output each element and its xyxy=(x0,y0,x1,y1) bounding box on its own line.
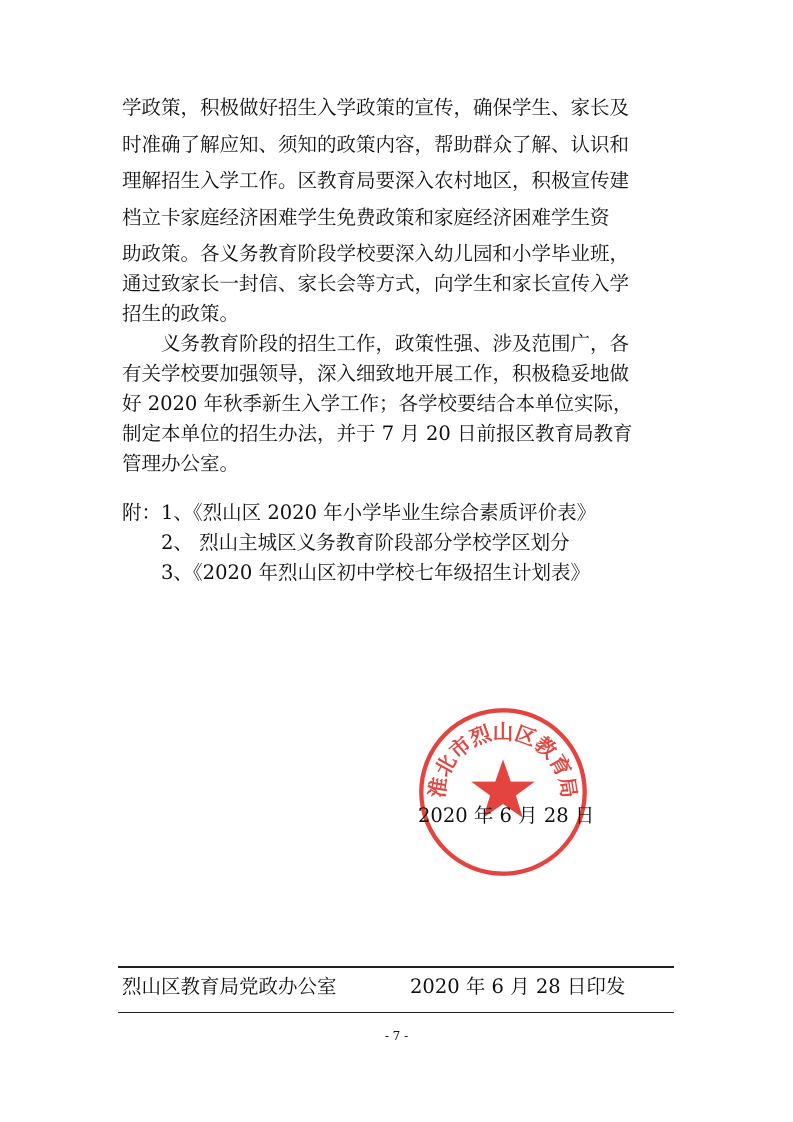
body-line: 理解招生入学工作。区教育局要深入农村地区，积极宣传建 xyxy=(122,169,630,192)
attachment-item: 3、《2020 年烈山区初中学校七年级招生计划表》 xyxy=(122,561,590,584)
body-line: 学政策，积极做好招生入学政策的宣传，确保学生、家长及 xyxy=(122,96,630,119)
attachment-item: 2、 烈山主城区义务教育阶段部分学校学区划分 xyxy=(122,531,570,554)
body-line: 管理办公室。 xyxy=(122,452,240,475)
body-line: 时准确了解应知、须知的政策内容，帮助群众了解、认识和 xyxy=(122,133,630,156)
signature-date: 2020 年 6 月 28 日 xyxy=(418,804,595,827)
body-line: 助政策。各义务教育阶段学校要深入幼儿园和小学毕业班， xyxy=(122,242,630,265)
body-line: 义务教育阶段的招生工作，政策性强、涉及范围广，各 xyxy=(122,332,630,355)
footer-bottom-rule xyxy=(118,1012,674,1013)
body-line: 招生的政策。 xyxy=(122,302,240,325)
footer-issue-date: 2020 年 6 月 28 日印发 xyxy=(410,975,626,998)
footer-issuer: 烈山区教育局党政办公室 xyxy=(122,975,337,998)
page-number: - 7 - xyxy=(384,1029,409,1043)
footer-top-rule xyxy=(118,966,674,968)
official-seal-icon xyxy=(417,706,589,878)
body-line: 通过致家长一封信、家长会等方式，向学生和家长宣传入学 xyxy=(122,272,630,295)
attachment-item: 附：1、《烈山区 2020 年小学毕业生综合素质评价表》 xyxy=(122,501,597,524)
body-line: 制定本单位的招生办法，并于 7 月 20 日前报区教育局教育 xyxy=(122,422,633,445)
body-line: 好 2020 年秋季新生入学工作；各学校要结合本单位实际， xyxy=(122,392,633,415)
svg-text:淮北市烈山区教育局: 淮北市烈山区教育局 xyxy=(424,720,582,800)
body-line: 档立卡家庭经济困难学生免费政策和家庭经济困难学生资 xyxy=(122,206,610,229)
body-line: 有关学校要加强领导，深入细致地开展工作，积极稳妥地做 xyxy=(122,362,630,385)
